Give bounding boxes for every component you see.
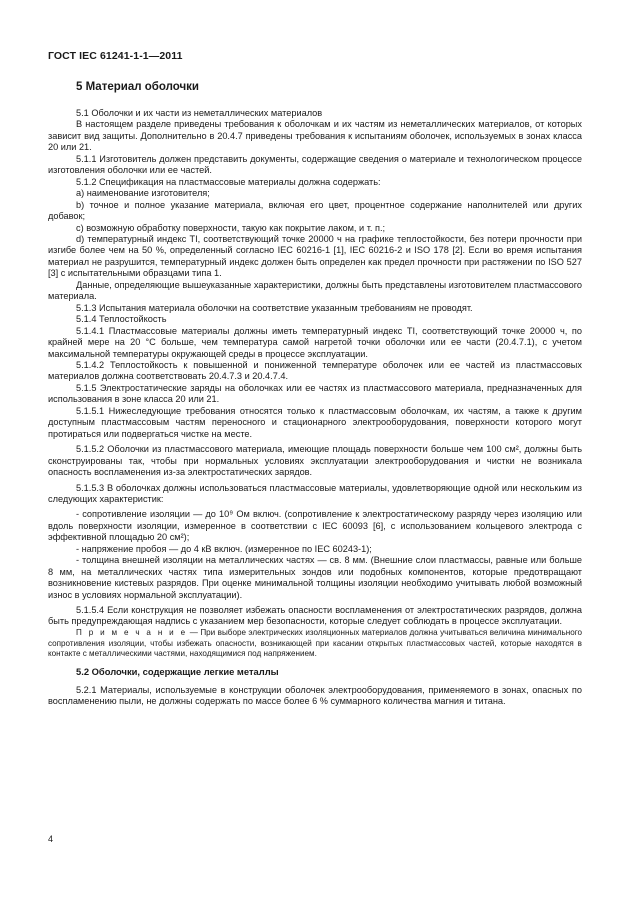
note-text: — При выборе электрических изоляционных материалов должна учитываться величина минимального сопротивления изоляции, чтобы избежать опасности, возникающей при касании открытых пластмассовых частей, которые находятся в контакте с металлическими частями, находящимися под напряжением. [48, 627, 583, 659]
paragraph: 5.1.5.4 Если конструкция не позволяет избежать опасности воспламенения от электростатических разрядов, должна быть предупреждающая надпись с указанием мер безопасности, которые следует соблюдать в процессе эксплуатации. [48, 605, 582, 627]
subsection-title: 5.2 Оболочки, содержащие легкие металлы [76, 665, 279, 677]
paragraph: 5.1.4.2 Теплостойкость к повышенной и пониженной температуре оболочек или ее частей из пластмассовых материалов должна соответствовать 20.4.7.3 и 20.4.7.4. [48, 359, 582, 382]
paragraph: Данные, определяющие вышеуказанные характеристики, должны быть представлены изготовителем пластмассового материала. [48, 279, 582, 302]
page-number: 4 [48, 834, 54, 844]
paragraph: 5.1.5 Электростатические заряды на оболочках или ее частях из пластмассового материала, предназначенных для использования в зоне класса 20 или 21. [48, 382, 582, 405]
list-item: - сопротивление изоляции — до 10⁹ Ом включ. (сопротивление к электростатическому разряду через изоляцию или вдоль поверхности изоляции, измеренное в соответствии с IEC 60093 [6], с использованием кольцевого электрода с эффективной площадью 20 см²); [48, 509, 582, 543]
list-item: с) возможную обработку поверхности, такую как покрытие лаком, и т. п.; [76, 222, 386, 233]
note-label: П р и м е ч а н и е [76, 627, 188, 637]
paragraph: 5.1 Оболочки и их части из неметаллических материалов [76, 108, 323, 118]
list-item: d) температурный индекс TI, соответствующий точке 20000 ч на графике теплостойкости, без потери прочности при изгибе более чем на 50 %, определенный согласно IEC 60216-1 [1], IEC 60216-2 и ISO 178 [2]. Если во время испытания материал не разрушится, температурный индекс должен быть определен как предел прочности при растяжении по ISO 527 [3] с испытательными образцами типа 1. [48, 233, 582, 279]
paragraph: 5.2.1 Материалы, используемые в конструкции оболочек электрооборудования, применяемого в зонах, опасных по воспламенению пыли, не должны содержать по массе более 6 % суммарного количества магния и титана. [48, 684, 582, 707]
document-body [48, 80, 582, 708]
list-item: - толщина внешней изоляции на металлических частях — св. 8 мм. (Внешние слои пластмассы, равные или больше 8 мм, на металлических частях типа измерительных зондов или подобных компонентов, которые предотвращают возникновение кистевых разрядов. При оценке минимальной толщины изоляции необходимо учитывать любой возможный износ в условиях нормальной эксплуатации). [48, 555, 582, 600]
paragraph: 5.1.4.1 Пластмассовые материалы должны иметь температурный индекс TI, соответствующий точке 20000 ч, по крайней мере на 20 °С больше, чем температура самой нагретой точки оболочки или ее части (20.4.7.1), с учетом максимальной температуры окружающей среды в процессе эксплуатации. [48, 325, 582, 359]
paragraph: 5.1.2 Спецификация на пластмассовые материалы должна содержать: [76, 176, 381, 187]
note [48, 628, 582, 660]
list-item: а) наименование изготовителя; [76, 188, 210, 199]
paragraph: В настоящем разделе приведены требования к оболочкам и их частям из неметаллических материалов, от которых зависит вид защиты. Дополнительно в 20.4.7 приведены требования к испытаниям оболочек, используемых в зонах класса 20 или 21. [48, 119, 582, 153]
section-title: 5 Материал оболочки [76, 81, 199, 93]
list-item: b) точное и полное указание материала, включая его цвет, процентное содержание наполнителей или других добавок; [48, 199, 582, 222]
paragraph: 5.1.5.3 В оболочках должны использоваться пластмассовые материалы, удовлетворяющие одной или нескольким из следующих характеристик: [48, 482, 582, 504]
paragraph: 5.1.1 Изготовитель должен представить документы, содержащие сведения о материале и технологическом процессе изготовления оболочки или ее частей. [48, 153, 582, 176]
paragraph: 5.1.3 Испытания материала оболочки на соответствие указанным требованиям не проводят. [76, 302, 473, 313]
page-header: ГОСТ IEC 61241-1-1—2011 [48, 50, 183, 62]
paragraph: 5.1.4 Теплостойкость [76, 314, 167, 325]
paragraph: 5.1.5.1 Нижеследующие требования относятся только к пластмассовым оболочкам, их частям, а также к другим доступным пластмассовым частям переносного и стационарного электрооборудования, поверхности которого могут протираться или подвергаться чистке на месте. [48, 405, 582, 439]
list-item: - напряжение пробоя — до 4 кВ включ. (измеренное по IEC 60243-1); [76, 543, 372, 554]
paragraph: 5.1.5.2 Оболочки из пластмассового материала, имеющие площадь поверхности больше чем 100 см², должны быть сконструированы так, чтобы при нормальных условиях эксплуатации электрооборудования и чистки не возникала опасность воспламенения из-за электростатических зарядов. [48, 444, 582, 478]
